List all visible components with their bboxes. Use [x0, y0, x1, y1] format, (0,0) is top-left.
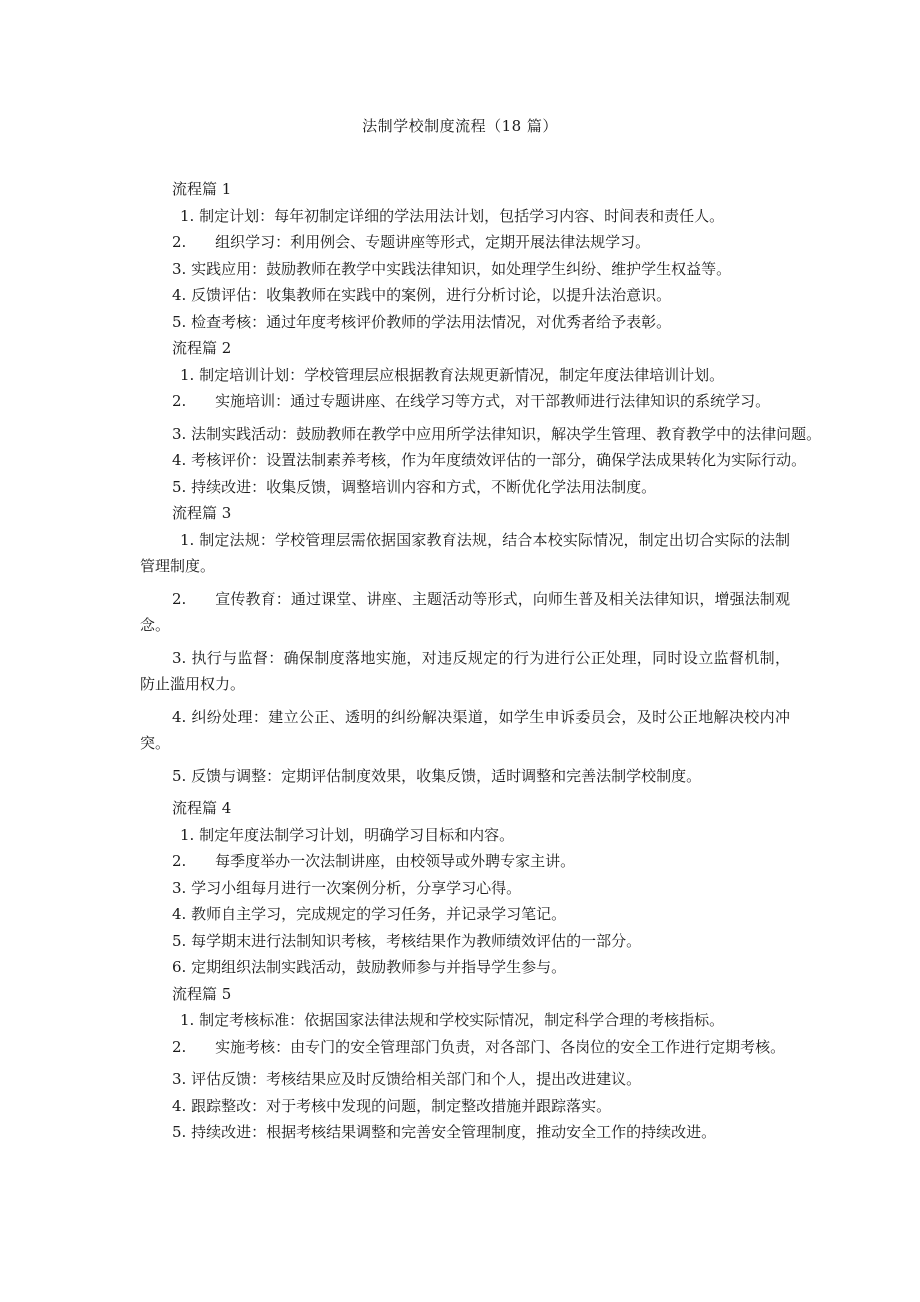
item-number: 1. — [180, 206, 195, 225]
item-number: 4. — [172, 451, 187, 469]
list-item — [140, 875, 790, 902]
item-text: 持续改进：根据考核结果调整和完善安全管理制度，推动安全工作的持续改进。 — [191, 1123, 717, 1141]
item-number: 3. — [172, 259, 187, 278]
item-number: 6. — [172, 958, 187, 976]
item-text: 考核评价：设置法制素养考核，作为年度绩效评估的一部分，确保学法成果转化为实际行动。 — [191, 451, 807, 469]
document-title: 法制学校制度流程（18 篇） — [362, 117, 558, 135]
item-number: 4. — [172, 707, 187, 726]
item-text: 制定年度法制学习计划，明确学习目标和内容。 — [199, 825, 515, 844]
item-text: 组织学习：利用例会、专题讲座等形式，定期开展法律法规学习。 — [215, 233, 651, 251]
list-item — [140, 901, 790, 928]
list-item — [140, 421, 822, 448]
list-item — [140, 447, 807, 474]
item-number: 3. — [172, 878, 187, 897]
item-number: 4. — [172, 1096, 187, 1115]
item-text: 定期组织法制实践活动，鼓励教师参与并指导学生参与。 — [191, 958, 567, 976]
item-text: 制定考核标准：依据国家法律法规和学校实际情况，制定科学合理的考核指标。 — [199, 1011, 725, 1029]
list-item — [140, 822, 790, 849]
item-text: 制定计划：每年初制定详细的学法用法计划，包括学习内容、时间表和责任人。 — [199, 206, 725, 225]
item-text: 学习小组每月进行一次案例分析，分享学习心得。 — [191, 878, 522, 897]
item-number: 1. — [180, 1011, 195, 1029]
list-item — [140, 282, 790, 309]
list-item — [140, 388, 790, 415]
item-number: 5. — [172, 1123, 187, 1141]
list-item — [140, 1034, 790, 1061]
item-number: 5. — [172, 931, 187, 950]
item-number: 4. — [172, 286, 187, 304]
item-text: 评估反馈：考核结果应及时反馈给相关部门和个人，提出改进建议。 — [191, 1070, 642, 1088]
item-text: 检查考核：通过年度考核评价教师的学法用法情况，对优秀者给予表彰。 — [191, 312, 672, 331]
item-number: 4. — [172, 905, 187, 923]
list-item — [140, 1007, 790, 1034]
list-item — [140, 362, 790, 389]
item-number: 2. — [172, 233, 187, 251]
list-item — [140, 645, 790, 698]
list-item — [140, 848, 790, 875]
item-number: 2. — [172, 392, 187, 410]
item-text: 实施考核：由专门的安全管理部门负责，对各部门、各岗位的安全工作进行定期考核。 — [215, 1037, 786, 1056]
item-text: 纠纷处理：建立公正、透明的纠纷解决渠道，如学生申诉委员会，及时公正地解决校内冲突。 — [140, 707, 790, 752]
item-number: 1. — [180, 530, 195, 549]
item-number: 2. — [172, 589, 187, 608]
item-text: 执行与监督：确保制度落地实施，对违反规定的行为进行公正处理，同时设立监督机制，防止滥用权力。 — [140, 648, 790, 693]
item-text: 制定培训计划：学校管理层应根据教育法规更新情况，制定年度法律培训计划。 — [199, 365, 725, 384]
item-text: 每季度举办一次法制讲座，由校领导或外聘专家主讲。 — [215, 852, 576, 870]
list-item — [140, 309, 790, 336]
item-text: 实施培训：通过专题讲座、在线学习等方式，对干部教师进行法律知识的系统学习。 — [215, 392, 771, 410]
item-number: 3. — [172, 424, 187, 443]
section-label: 流程篇 1 — [172, 180, 232, 198]
item-text: 教师自主学习，完成规定的学习任务，并记录学习笔记。 — [191, 905, 567, 923]
section-label: 流程篇 2 — [172, 339, 232, 357]
list-item — [140, 203, 790, 230]
section-label: 流程篇 3 — [172, 504, 232, 522]
item-number: 5. — [172, 312, 187, 331]
list-item — [140, 1119, 790, 1146]
list-item — [140, 586, 790, 639]
item-number: 3. — [172, 648, 187, 667]
item-number: 3. — [172, 1070, 187, 1088]
item-text: 每学期末进行法制知识考核，考核结果作为教师绩效评估的一部分。 — [191, 931, 642, 950]
list-item — [140, 474, 790, 501]
item-text: 反馈与调整：定期评估制度效果，收集反馈，适时调整和完善法制学校制度。 — [191, 766, 702, 785]
item-text: 法制实践活动：鼓励教师在教学中应用所学法律知识，解决学生管理、教育教学中的法律问题。 — [191, 424, 822, 443]
item-text: 持续改进：收集反馈，调整培训内容和方式，不断优化学法用法制度。 — [191, 477, 657, 496]
item-text: 制定法规：学校管理层需依据国家教育法规，结合本校实际情况，制定出切合实际的法制管理制度。 — [140, 530, 790, 575]
item-number: 1. — [180, 365, 195, 384]
item-text: 宣传教育：通过课堂、讲座、主题活动等形式，向师生普及相关法律知识，增强法制观念。 — [140, 589, 790, 634]
list-item — [140, 928, 790, 955]
item-number: 1. — [180, 825, 195, 844]
list-item — [140, 1066, 790, 1093]
list-item — [140, 1093, 790, 1120]
section-label: 流程篇 4 — [172, 799, 232, 817]
item-text: 实践应用：鼓励教师在教学中实践法律知识，如处理学生纠纷、维护学生权益等。 — [191, 259, 732, 278]
document-body — [140, 176, 822, 1146]
item-text: 反馈评估：收集教师在实践中的案例，进行分析讨论，以提升法治意识。 — [191, 286, 672, 304]
list-item — [140, 763, 790, 790]
list-item — [140, 527, 790, 580]
item-number: 5. — [172, 477, 187, 496]
item-text: 跟踪整改：对于考核中发现的问题，制定整改措施并跟踪落实。 — [191, 1096, 612, 1115]
section-label: 流程篇 5 — [172, 984, 232, 1003]
item-number: 5. — [172, 766, 187, 785]
item-number: 2. — [172, 1037, 187, 1056]
list-item — [140, 256, 790, 283]
item-number: 2. — [172, 852, 187, 870]
list-item — [140, 229, 790, 256]
list-item — [140, 704, 790, 757]
list-item — [140, 954, 790, 981]
